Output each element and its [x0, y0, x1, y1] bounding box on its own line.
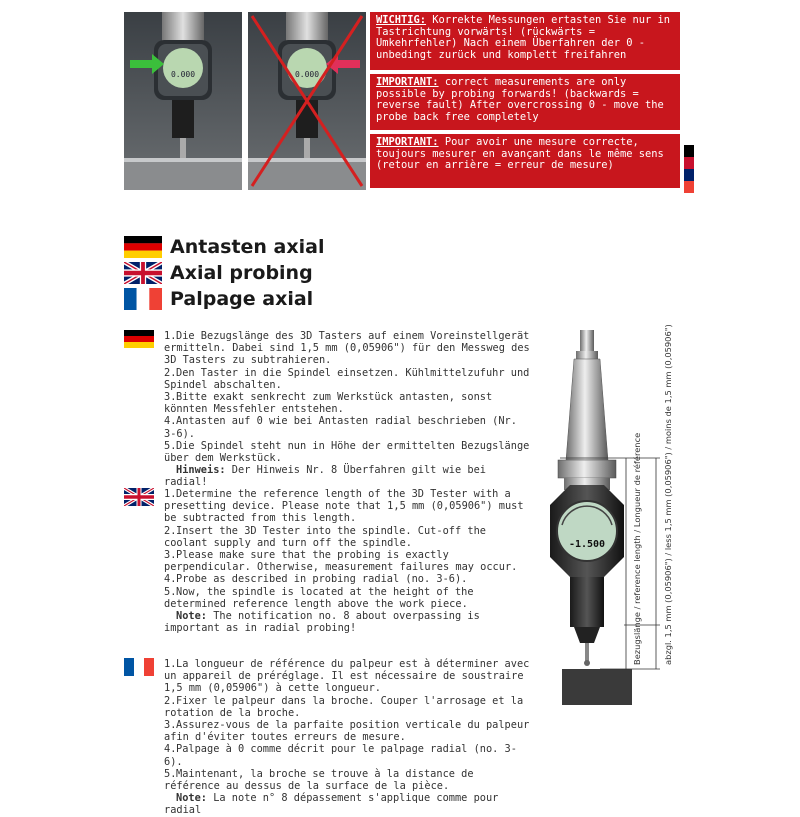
- list-item: 5.Die Spindel steht nun in Höhe der ermittelten Bezugslänge über dem Werkstück.: [164, 439, 530, 465]
- note: Hinweis: Der Hinweis Nr. 8 Überfahren gilt wie bei radial!: [164, 464, 486, 489]
- dimension-label-offset: abzgl. 1,5 mm (0,05906") / less 1,5 mm (0,05906") / moins de 1,5 mm (0,05906"): [663, 325, 673, 665]
- french-flag-icon: [124, 288, 162, 310]
- warning-text: correct measurements are only possible by probing forwards! (backwards = reverse fault) After overcrossing 0 - move the probe back free completely: [376, 76, 671, 123]
- list-item: 4.Palpage à 0 comme décrit pour le palpage radial (no. 3-6).: [164, 743, 517, 768]
- display-reading: -1.500: [568, 539, 606, 550]
- warning-text: Korrekte Messungen ertasten Sie nur in Tastrichtung vorwärts! (rückwärts = Umkehrfehler) Nach einem Überfahren der 0 - unbedingt zurück und komplett freifahren: [376, 14, 677, 61]
- heading-text: Antasten axial: [170, 236, 325, 258]
- warning-label: IMPORTANT:: [376, 76, 439, 88]
- side-flag-strip: [684, 145, 694, 193]
- dimension-label-reference: Bezugslänge / reference length / Longueur de référence: [632, 432, 642, 665]
- heading-en: [124, 262, 313, 284]
- list-item: 3.Assurez-vous de la parfaite position verticale du palpeur afin d'éviter toutes erreurs de mesure.: [164, 719, 530, 744]
- list-item: 2.Insert the 3D Tester into the spindle. Cut-off the coolant supply and turn off the spindle.: [164, 524, 486, 549]
- german-flag-icon: [124, 236, 162, 258]
- list-item: 1.La longueur de référence du palpeur est à déterminer avec un appareil de préréglage. Il est nécessaire de soustraire 1,5 mm (0,05906") à cette longueur.: [164, 658, 530, 695]
- warning-label: IMPORTANT:: [376, 136, 439, 148]
- list-item: 2.Fixer le palpeur dans la broche. Couper l'arrosage et la rotation de la broche.: [164, 694, 524, 719]
- photo-wrong-probing: [248, 12, 366, 190]
- list-item: 4.Probe as described in probing radial (no. 3-6).: [164, 573, 468, 586]
- list-item: 3.Please make sure that the probing is exactly perpendicular. Otherwise, measurement failures may occur.: [164, 549, 518, 574]
- list-item: 3.Bitte exakt senkrecht zum Werkstück antasten, sonst könnten Messfehler entstehen.: [164, 391, 493, 416]
- uk-flag-icon: [124, 262, 162, 284]
- heading-fr: [124, 288, 313, 310]
- list-item: 1.Determine the reference length of the 3D Tester with a presetting device. Please note that 1,5 mm (0,05906") must be subtracted from this length.: [164, 488, 524, 525]
- list-item: 5.Maintenant, la broche se trouve à la distance de référence au dessus de la surface de la pièce.: [164, 767, 474, 793]
- note: Note: La note n° 8 dépassement s'applique comme pour radial: [164, 792, 499, 817]
- display-reading-right: 0.000: [294, 70, 320, 79]
- german-flag-icon: [124, 330, 154, 348]
- heading-text: Palpage axial: [170, 288, 314, 310]
- heading-text: Axial probing: [170, 262, 313, 284]
- display-reading-left: 0.000: [170, 70, 196, 79]
- list-item: 1.Die Bezugslänge des 3D Tasters auf einem Voreinstellgerät ermitteln. Dabei sind 1,5 mm (0,05906") für den Messweg des 3D Tasters zu subtrahieren.: [164, 330, 530, 367]
- instructions-de: [124, 330, 534, 489]
- uk-flag-icon: [124, 488, 154, 506]
- note: Note: The notification no. 8 about overpassing is important as in radial probing!: [164, 610, 480, 635]
- warning-box-en: [370, 74, 680, 130]
- warning-text: Pour avoir une mesure correcte, toujours mesurer en avançant dans le même sens (retour en arrière = erreur de mesure): [376, 136, 671, 172]
- instructions-fr: [124, 658, 534, 817]
- instructions-en: [124, 488, 534, 634]
- list-item: 2.Den Taster in die Spindel einsetzen. Kühlmittelzufuhr und Spindel abschalten.: [164, 366, 530, 391]
- list-item: 4.Antasten auf 0 wie bei Antasten radial beschrieben (Nr. 3-6).: [164, 415, 517, 440]
- french-flag-icon: [124, 658, 154, 676]
- probe-diagram: [540, 325, 710, 715]
- warning-label: WICHTIG:: [376, 14, 427, 26]
- warning-box-de: [370, 12, 680, 70]
- list-item: 5.Now, the spindle is located at the height of the determined reference length above the work piece.: [164, 585, 474, 610]
- photo-correct-probing: [124, 12, 242, 190]
- heading-de: [124, 236, 324, 258]
- warning-box-fr: [370, 134, 680, 188]
